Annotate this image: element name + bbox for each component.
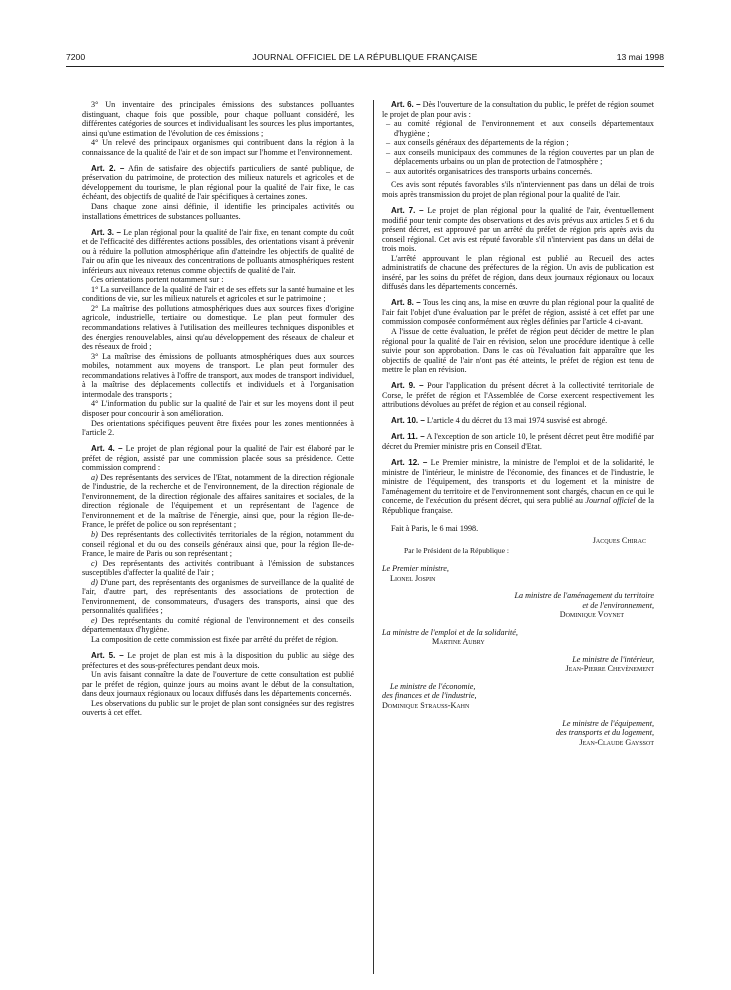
item-text: Des représentants des collectivités territoriales de la région, notamment du conseil régional et du ou des conseils généraux ainsi que, pour la région Ile-de-France, le maire de Paris ou son représentant ;: [82, 530, 354, 559]
paragraph: 4° L'information du public sur la qualité de l'air et sur les moyens dont il peut disposer pour concourir à son amélioration.: [82, 399, 354, 418]
paragraph: Ces avis sont réputés favorables s'ils n'interviennent pas dans un délai de trois mois après transmission du projet de plan régional pour la qualité de l'air.: [382, 180, 654, 199]
article-label: Art. 10. –: [391, 416, 425, 426]
signatory-name: Lionel Jospin: [390, 573, 436, 583]
column-divider: [373, 100, 374, 974]
item-letter: a): [91, 472, 98, 482]
article-label: Art. 7. –: [391, 205, 424, 215]
journal-name: Journal officiel: [585, 496, 636, 506]
article-8: [382, 298, 654, 327]
item-text: aux autorités organisatrices des transports urbains concernés.: [394, 166, 593, 176]
signatory-name: Dominique Voynet: [559, 610, 624, 620]
item-text: au comité régional de l'environnement et aux conseils départementaux d'hygiène ;: [394, 119, 654, 138]
signature-block: [382, 628, 654, 647]
paragraph: Des orientations spécifiques peuvent être fixées pour les zones mentionnées à l'article 2.: [82, 418, 354, 438]
list-item: [82, 473, 354, 530]
list-item: – aux conseils municipaux des communes de la région couvertes par un plan de déplacements urbains ou un plan de protection de l'atmosphère ;: [386, 147, 654, 167]
signatory-role: Le ministre de l'économie,: [390, 681, 476, 691]
article-label: Art. 9. –: [391, 381, 424, 391]
article-6: [382, 100, 654, 119]
countersign-intro: Par le Président de la République :: [404, 546, 510, 556]
article-text: de la République française.: [382, 496, 655, 515]
list-item: [82, 578, 354, 616]
article-2: [82, 164, 354, 202]
signatory-name: Jean-Claude Gayssot: [579, 737, 654, 747]
signatory-name: Jean-Pierre Chevènement: [565, 664, 654, 674]
consultation-list: [382, 119, 654, 176]
item-text: aux conseils municipaux des communes de la région couvertes par un plan de déplacements urbains ou un plan de protection de l'atmosphère ;: [394, 147, 654, 167]
signature-block: [382, 719, 654, 748]
signature-block: [382, 682, 654, 711]
paragraph: 4° Un relevé des principaux organismes qui contribuent dans la région à la connaissance de la qualité de l'air et de son impact sur l'homme et l'environnement.: [82, 138, 354, 157]
article-text: L'article 4 du décret du 13 mai 1974 susvisé est abrogé.: [424, 416, 608, 426]
item-text: D'une part, des représentants des organismes de surveillance de la qualité de l'air, d'autre part, des représentants des associations de protection de l'environnement, de consommateurs, d'usagers des transports, ainsi que des personnalités qualifiées ;: [82, 577, 354, 616]
article-4: [82, 444, 354, 473]
list-item: [82, 530, 354, 559]
article-label: Art. 5. –: [91, 651, 124, 661]
item-letter: b): [91, 530, 98, 540]
signatory-name: Martine Aubry: [432, 637, 485, 647]
signatory-role: Le ministre de l'intérieur,: [572, 654, 654, 664]
article-text: Afin de satisfaire des objectifs particuliers de santé publique, de préservation du patrimoine, de protection des milieux naturels et agricoles et de développement du tourisme, le plan régional pour la qualité de l'air fixe, le cas échéant, des objectifs de qualité de l'air spécifiques à certaines zones.: [82, 163, 355, 202]
article-label: Art. 4. –: [91, 444, 123, 454]
paragraph: L'arrêté approuvant le plan régional est publié au Recueil des actes administratifs de chacune des préfectures de la région. Un avis de publication est inséré, par les soins du préfet de région, dans deux journaux régionaux ou locaux diffusés dans les départements concernés.: [382, 253, 654, 292]
article-label: Art. 12. –: [391, 458, 428, 468]
page-header: [66, 52, 664, 67]
article-label: Art. 2. –: [91, 163, 125, 173]
item-letter: e): [91, 615, 98, 625]
paragraph: 3° Un inventaire des principales émissions des substances polluantes distinguant, chaque fois que possible, pour chaque polluant considéré, les différentes catégories de sources et individualisant les sources les plus importantes, ainsi qu'une estimation de l'évolution de ces émissions ;: [82, 100, 354, 138]
article-10: [382, 416, 654, 426]
article-label: Art. 8. –: [391, 298, 421, 308]
article-text: Pour l'application du présent décret à la collectivité territoriale de Corse, le préfet de région et l'Assemblée de Corse exercent respectivement les attributions dévolues au préfet de région et au conseil régional.: [382, 381, 654, 410]
item-text: aux conseils généraux des départements de la région ;: [394, 138, 569, 148]
signing-place-date: Fait à Paris, le 6 mai 1998.: [391, 524, 479, 534]
paragraph: 3° La maîtrise des émissions de polluants atmosphériques dues aux sources mobiles, notamment aux moyens de transport. Le plan peut formuler des recommandations relatives à l'offre de transport, aux modes de transport individuel, à la maîtrise des déplacements collectifs et individuels et à l'organisation intermodale des transports ;: [82, 351, 354, 399]
president-signature: Jacques Chirac: [592, 535, 646, 545]
item-letter: c): [91, 558, 98, 568]
item-text: Des représentants des activités contribuant à l'émission de substances susceptibles d'affecter la qualité de l'air ;: [82, 558, 354, 578]
article-11: [382, 432, 654, 451]
list-item: [82, 559, 354, 578]
signature-block: [382, 655, 654, 674]
article-text: Le plan régional pour la qualité de l'air fixe, en tenant compte du coût et de l'efficacité des différentes actions possibles, des orientations visant à prévenir ou à réduire la pollution atmosphérique afin d'atteindre les objectifs de qualité de l'air ou afin que les niveaux des concentrations de polluants atmosphériques restent inférieurs aux niveaux retenus comme objectifs de qualité de l'air.: [82, 227, 354, 275]
article-12: [382, 458, 654, 515]
article-7: [382, 206, 654, 254]
article-text: Le projet de plan régional pour la qualité de l'air, éventuellement modifié pour tenir compte des observations et des avis prévus aux articles 5 et 6 du présent décret, est approuvé par un arrêté du préfet de région pris après avis du conseil régional. Cet avis est réputé favorable s'il n'intervient pas dans un délai de trois mois.: [382, 205, 655, 254]
article-label: Art. 6. –: [391, 100, 421, 109]
issue-date: 13 mai 1998: [616, 52, 664, 62]
signatory-role: Le ministre de l'équipement,: [562, 718, 654, 728]
paragraph: Dans chaque zone ainsi définie, il identifie les principales activités ou installations émettrices de substances polluantes.: [82, 201, 354, 221]
signatory-role: et de l'environnement,: [582, 600, 654, 610]
article-9: [382, 381, 654, 410]
item-letter: d): [91, 577, 98, 587]
article-5: [82, 651, 354, 670]
list-item: – aux autorités organisatrices des transports urbains concernés.: [386, 166, 593, 176]
article-text: Le projet de plan est mis à la disposition du public au siège des préfectures et des sous-préfectures pendant deux mois.: [82, 651, 354, 670]
page-number: 7200: [66, 52, 86, 62]
article-3: [82, 228, 354, 276]
right-column: [382, 100, 654, 747]
signatory-role: La ministre de l'aménagement du territoire: [514, 591, 654, 601]
paragraph: Ces orientations portent notamment sur :: [91, 275, 224, 285]
journal-title: JOURNAL OFFICIEL DE LA RÉPUBLIQUE FRANÇAISE: [252, 52, 478, 62]
paragraph: Les observations du public sur le projet de plan sont consignées sur des registres ouverts à cet effet.: [82, 698, 354, 718]
article-label: Art. 11. –: [391, 432, 425, 442]
signatory-role: des transports et du logement,: [555, 728, 654, 738]
list-item: – au comité régional de l'environnement et aux conseils départementaux d'hygiène ;: [386, 119, 654, 138]
article-text: A l'exception de son article 10, le présent décret peut être modifié par décret du Premier ministre pris en Conseil d'Etat.: [382, 432, 654, 451]
paragraph: 2° La maîtrise des pollutions atmosphériques dues aux sources fixes d'origine agricole, industrielle, tertiaire ou domestique. Le plan peut formuler des recommandations relatives à l'utilisation des meilleures techniques disponibles et des énergies renouvelables, ainsi qu'au développement des réseaux de chaleur et des réseaux de froid ;: [82, 303, 354, 352]
item-text: Des représentants du comité régional de l'environnement et des conseils départementaux d'hygiène.: [82, 615, 354, 635]
article-text: Le projet de plan régional pour la qualité de l'air est élaboré par le préfet de région, assisté par une commission placée sous sa présidence. Cette commission comprend :: [82, 444, 355, 473]
signatory-role: Le Premier ministre,: [382, 563, 449, 573]
signature-block: [382, 564, 654, 583]
article-label: Art. 3. –: [91, 227, 121, 237]
list-item: [82, 616, 354, 635]
item-text: Des représentants des services de l'Etat, notamment de la direction régionale de l'industrie, de la recherche et de l'environnement, de la direction régionale de l'environnement, de la direction régionale des affaires sanitaires et sociales, de la direction régionale de l'équipement et un représentant de l'agence de l'environnement et de la maîtrise de l'énergie, ainsi que, pour la région Ile-de-France, le préfet de police ou son représentant ;: [82, 472, 354, 530]
paragraph: Un avis faisant connaître la date de l'ouverture de cette consultation est publié par le préfet de région, quinze jours au moins avant le début de la consultation, dans deux journaux régionaux ou locaux diffusés dans les départements concernés.: [82, 670, 354, 699]
signatory-name: Dominique Strauss-Kahn: [382, 700, 470, 710]
article-text: Le Premier ministre, la ministre de l'emploi et de la solidarité, le ministre de l'intérieur, le ministre de l'économie, des finances et de l'industrie, le ministre de l'équipement, des transports et du logement et la ministre de l'aménagement du territoire et de l'environnement sont chargés, chacun en ce qui le concerne, de l'exécution du présent décret, qui sera publié au: [382, 458, 654, 506]
left-column: [82, 100, 354, 718]
paragraph: La composition de cette commission est fixée par arrêté du préfet de région.: [91, 635, 339, 645]
paragraph: 1° La surveillance de la qualité de l'air et de ses effets sur la santé humaine et les conditions de vie, sur les milieux naturels et agricoles et sur le patrimoine ;: [82, 284, 354, 304]
article-text: Tous les cinq ans, la mise en œuvre du plan régional pour la qualité de l'air fait l'objet d'une évaluation par le préfet de région, assisté à cet effet par une commission composée conformément aux règles définies par l'article 4 ci-avant.: [382, 298, 654, 327]
list-item: – aux conseils généraux des départements de la région ;: [386, 138, 569, 148]
paragraph: A l'issue de cette évaluation, le préfet de région peut décider de mettre le plan régional pour la qualité de l'air en révision, selon une procédure identique à celle suivie pour son approbation. Dans le cas où l'évaluation fait apparaître que les objectifs de qualité de l'air n'ont pas été atteints, le préfet de région est tenu de mettre le plan en révision.: [382, 327, 654, 375]
signature-block: [382, 591, 654, 620]
article-text: Dès l'ouverture de la consultation du public, le préfet de région soumet le projet de plan pour avis :: [382, 100, 655, 119]
signatory-role: des finances et de l'industrie,: [382, 691, 477, 701]
signatory-role: La ministre de l'emploi et de la solidarité,: [382, 627, 518, 637]
